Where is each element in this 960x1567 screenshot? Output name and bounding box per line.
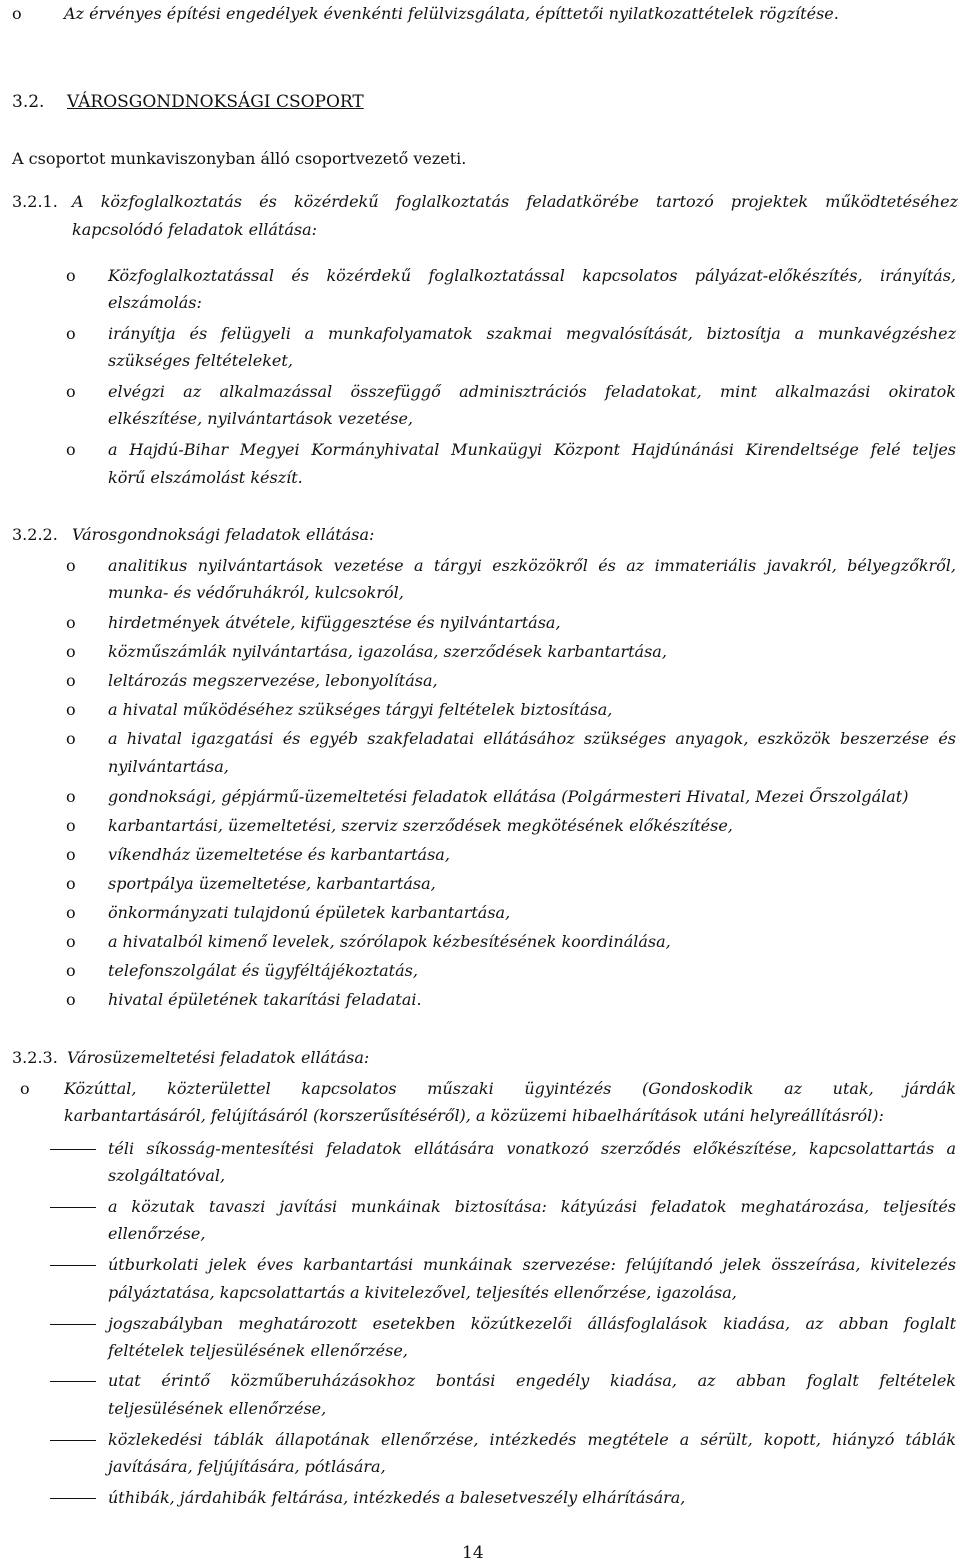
list-item: irányítja és felügyeli a munkafolyamatok szakmai megvalósítását, biztosítja a munkavégzéshez: [108, 324, 956, 343]
list-item-cont: körű elszámolást készít.: [108, 468, 303, 487]
list-item: elvégzi az alkalmazással összefüggő adminisztrációs feladatokat, mint alkalmazási okiratok: [108, 382, 956, 401]
list-item: a Hajdú-Bihar Megyei Kormányhivatal Munkaügyi Központ Hajdúnánási Kirendeltsége felé teljes: [108, 440, 956, 459]
bullet-marker: o: [66, 845, 76, 864]
subsection-heading-cont: kapcsolódó feladatok ellátása:: [72, 220, 318, 239]
section-intro: A csoportot munkaviszonyban álló csoportvezető vezeti.: [12, 149, 467, 168]
list-item: telefonszolgálat és ügyféltájékoztatás,: [108, 961, 418, 980]
list-item-cont: nyilvántartása,: [108, 757, 229, 776]
list-item-cont: elkészítése, nyilvántartások vezetése,: [108, 409, 413, 428]
list-item-cont: teljesülésének ellenőrzése,: [108, 1399, 327, 1418]
bullet-marker: o: [12, 4, 22, 23]
section-title: VÁROSGONDNOKSÁGI CSOPORT: [67, 92, 364, 112]
list-item: Közfoglalkoztatással és közérdekű foglalkoztatással kapcsolatos pályázat-előkészítés, irányítás,: [108, 266, 956, 285]
subsection-number: 3.2.1.: [12, 192, 58, 211]
top-item-text: Az érvényes építési engedélyek évenkénti felülvizsgálata, építtetői nyilatkozattételek rögzítése.: [64, 4, 839, 23]
list-item: közműszámlák nyilvántartása, igazolása, szerződések karbantartása,: [108, 642, 667, 661]
bullet-marker: o: [66, 874, 76, 893]
subsection-heading: Városüzemeltetési feladatok ellátása:: [67, 1048, 370, 1067]
bullet-marker: o: [66, 816, 76, 835]
list-item: a hivatal igazgatási és egyéb szakfeladatai ellátásához szükséges anyagok, eszközök beszerzése és: [108, 729, 956, 748]
bullet-marker: o: [66, 556, 76, 575]
list-item-cont: munka- és védőruhákról, kulcsokról,: [108, 583, 404, 602]
bullet-marker: o: [66, 700, 76, 719]
list-item: leltározás megszervezése, lebonyolítása,: [108, 671, 438, 690]
bullet-marker: o: [20, 1079, 30, 1098]
list-item-cont: pályáztatása, kapcsolattartás a kivitelezővel, teljesítés ellenőrzése, igazolása,: [108, 1283, 737, 1302]
bullet-marker: o: [66, 990, 76, 1009]
list-item: útburkolati jelek éves karbantartási munkáinak szervezése: felújítandó jelek összeírása, kivitelezés: [108, 1255, 956, 1274]
list-item: karbantartási, üzemeltetési, szerviz szerződések megkötésének előkészítése,: [108, 816, 733, 835]
subsection-number: 3.2.2.: [12, 525, 58, 544]
dash-marker: [50, 1324, 96, 1325]
page-number: 14: [462, 1543, 484, 1563]
list-item: víkendház üzemeltetése és karbantartása,: [108, 845, 450, 864]
bullet-marker: o: [66, 787, 76, 806]
dash-marker: [50, 1440, 96, 1441]
dash-marker: [50, 1207, 96, 1208]
list-item: a hivatal működéséhez szükséges tárgyi feltételek biztosítása,: [108, 700, 613, 719]
list-item-cont: ellenőrzése,: [108, 1224, 206, 1243]
list-item: a közutak tavaszi javítási munkáinak biztosítása: kátyúzási feladatok meghatározása, teljesítés: [108, 1197, 956, 1216]
lead-item: Közúttal, közterülettel kapcsolatos műszaki ügyintézés (Gondoskodik az utak, járdák: [64, 1079, 956, 1098]
subsection-heading: A közfoglalkoztatás és közérdekű foglalkoztatás feladatkörébe tartozó projektek működtetéséhez: [72, 192, 958, 211]
list-item: utat érintő közműberuházásokhoz bontási engedély kiadása, az abban foglalt feltételek: [108, 1371, 956, 1390]
list-item: úthibák, járdahibák feltárása, intézkedés a balesetveszély elhárítására,: [108, 1488, 686, 1507]
list-item: hirdetmények átvétele, kifüggesztése és nyilvántartása,: [108, 613, 561, 632]
bullet-marker: o: [66, 961, 76, 980]
list-item: a hivatalból kimenő levelek, szórólapok kézbesítésének koordinálása,: [108, 932, 671, 951]
list-item-cont: feltételek teljesülésének ellenőrzése,: [108, 1341, 408, 1360]
list-item: jogszabályban meghatározott esetekben közútkezelői állásfoglalások kiadása, az abban foglalt: [108, 1314, 956, 1333]
list-item: gondnoksági, gépjármű-üzemeltetési feladatok ellátása (Polgármesteri Hivatal, Mezei Őrszolgálat): [108, 787, 909, 806]
list-item-cont: elszámolás:: [108, 293, 202, 312]
bullet-marker: o: [66, 613, 76, 632]
subsection-number: 3.2.3.: [12, 1048, 58, 1067]
bullet-marker: o: [66, 932, 76, 951]
list-item: önkormányzati tulajdonú épületek karbantartása,: [108, 903, 511, 922]
list-item: sportpálya üzemeltetése, karbantartása,: [108, 874, 436, 893]
bullet-marker: o: [66, 671, 76, 690]
bullet-marker: o: [66, 903, 76, 922]
list-item: analitikus nyilvántartások vezetése a tárgyi eszközökről és az immateriális javakról, bélyegzőkről,: [108, 556, 956, 575]
bullet-marker: o: [66, 324, 76, 343]
dash-marker: [50, 1498, 96, 1499]
bullet-marker: o: [66, 729, 76, 748]
bullet-marker: o: [66, 382, 76, 401]
list-item: téli síkosság-mentesítési feladatok ellátására vonatkozó szerződés előkészítése, kapcsolattartás a: [108, 1139, 956, 1158]
subsection-heading: Városgondnoksági feladatok ellátása:: [72, 525, 375, 544]
lead-item-cont: karbantartásáról, felújításáról (korszerűsítéséről), a közüzemi hibaelhárítások utáni helyreállításról):: [64, 1106, 884, 1125]
list-item-cont: szükséges feltételeket,: [108, 351, 293, 370]
bullet-marker: o: [66, 642, 76, 661]
list-item-cont: javítására, feljújítására, pótlására,: [108, 1457, 386, 1476]
dash-marker: [50, 1265, 96, 1266]
list-item: hivatal épületének takarítási feladatai.: [108, 990, 422, 1009]
dash-marker: [50, 1149, 96, 1150]
dash-marker: [50, 1381, 96, 1382]
list-item-cont: szolgáltatóval,: [108, 1166, 226, 1185]
section-number: 3.2.: [12, 92, 45, 112]
list-item: közlekedési táblák állapotának ellenőrzése, intézkedés megtétele a sérült, kopott, hiányzó táblák: [108, 1430, 956, 1449]
bullet-marker: o: [66, 266, 76, 285]
bullet-marker: o: [66, 440, 76, 459]
